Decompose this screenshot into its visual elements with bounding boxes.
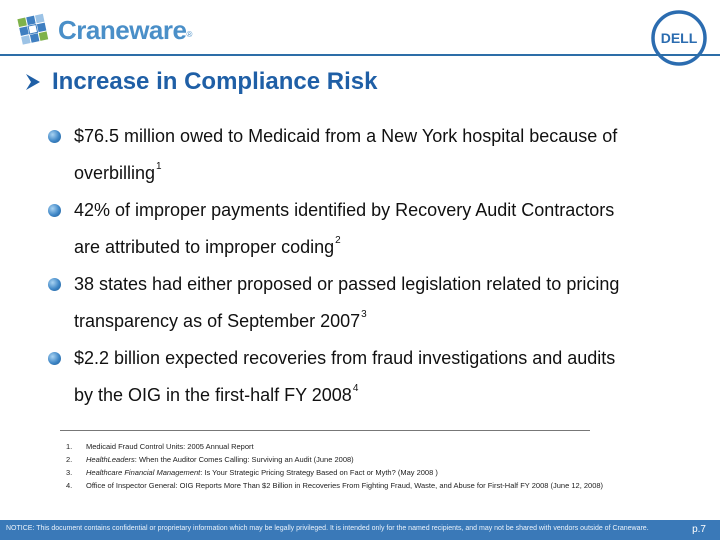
footnote-source: Healthcare Financial Management (86, 468, 201, 477)
bullet-line: transparency as of September 2007 (74, 311, 361, 331)
page-number: p.7 (692, 524, 706, 535)
footnote-source: HealthLeaders (86, 455, 135, 464)
footnote-number: 2. (66, 455, 73, 464)
footnote-ref: 4 (352, 383, 359, 394)
footnote-item (66, 440, 706, 453)
header-divider (0, 54, 720, 56)
craneware-mark-icon (14, 10, 54, 50)
arrow-bullet-icon (24, 72, 42, 92)
footer-bar (0, 520, 720, 540)
footnote-ref: 2 (335, 235, 341, 246)
bullet-line: are attributed to improper coding (74, 237, 335, 257)
bullet-line: 38 states had either proposed or passed legislation related to pricing (74, 274, 620, 294)
footnote-text: : When the Auditor Comes Calling: Surviving an Audit (June 2008) (134, 455, 354, 464)
bullet-line: overbilling (74, 163, 156, 183)
footnote-item (66, 479, 706, 492)
bullet-dot-icon (48, 130, 61, 143)
footnote-list (66, 440, 706, 492)
bullet-item (48, 118, 688, 192)
dell-logo-text: DELL (660, 30, 698, 46)
footnote-text: Office of Inspector General: OIG Reports More Than $2 Billion in Recoveries From Fighting Fraud, Waste, and Abuse for First-Half FY 2008 (June 12, 2008) (86, 481, 604, 490)
footnote-divider (60, 430, 590, 431)
footnote-text: Medicaid Fraud Control Units: 2005 Annual Report (86, 442, 254, 451)
confidentiality-notice: NOTICE: This document contains confidential or proprietary information which may be legally privileged. It is intended only for the named recipients, and may not be shared with vendors outside of Craneware. (6, 525, 649, 532)
dell-logo (650, 9, 708, 67)
craneware-wordmark: Craneware (58, 14, 187, 45)
footnote-number: 1. (66, 442, 73, 451)
bullet-dot-icon (48, 204, 61, 217)
craneware-logo (14, 8, 192, 52)
bullet-item (48, 340, 688, 414)
footnote-ref: 1 (156, 161, 162, 172)
bullet-line: $76.5 million owed to Medicaid from a New York hospital because of (74, 126, 618, 146)
bullet-dot-icon (48, 352, 61, 365)
footnote-item (66, 466, 706, 479)
bullet-line: by the OIG in the first-half FY 2008 (74, 385, 352, 405)
footnote-ref: 3 (361, 309, 367, 320)
bullet-list (48, 118, 688, 414)
footnote-number: 3. (66, 468, 73, 477)
bullet-dot-icon (48, 278, 61, 291)
footnote-item (66, 453, 706, 466)
slide-title: Increase in Compliance Risk (52, 68, 378, 95)
footnote-text: : Is Your Strategic Pricing Strategy Based on Fact or Myth? (May 2008 ) (200, 468, 438, 477)
footnote-number: 4. (66, 481, 73, 490)
bullet-line: $2.2 billion expected recoveries from fraud investigations and audits (74, 348, 616, 368)
bullet-item (48, 266, 688, 340)
bullet-item (48, 192, 688, 266)
trademark-symbol: ® (186, 29, 193, 39)
slide-title-row (24, 68, 377, 96)
bullet-line: 42% of improper payments identified by Recovery Audit Contractors (74, 200, 615, 220)
